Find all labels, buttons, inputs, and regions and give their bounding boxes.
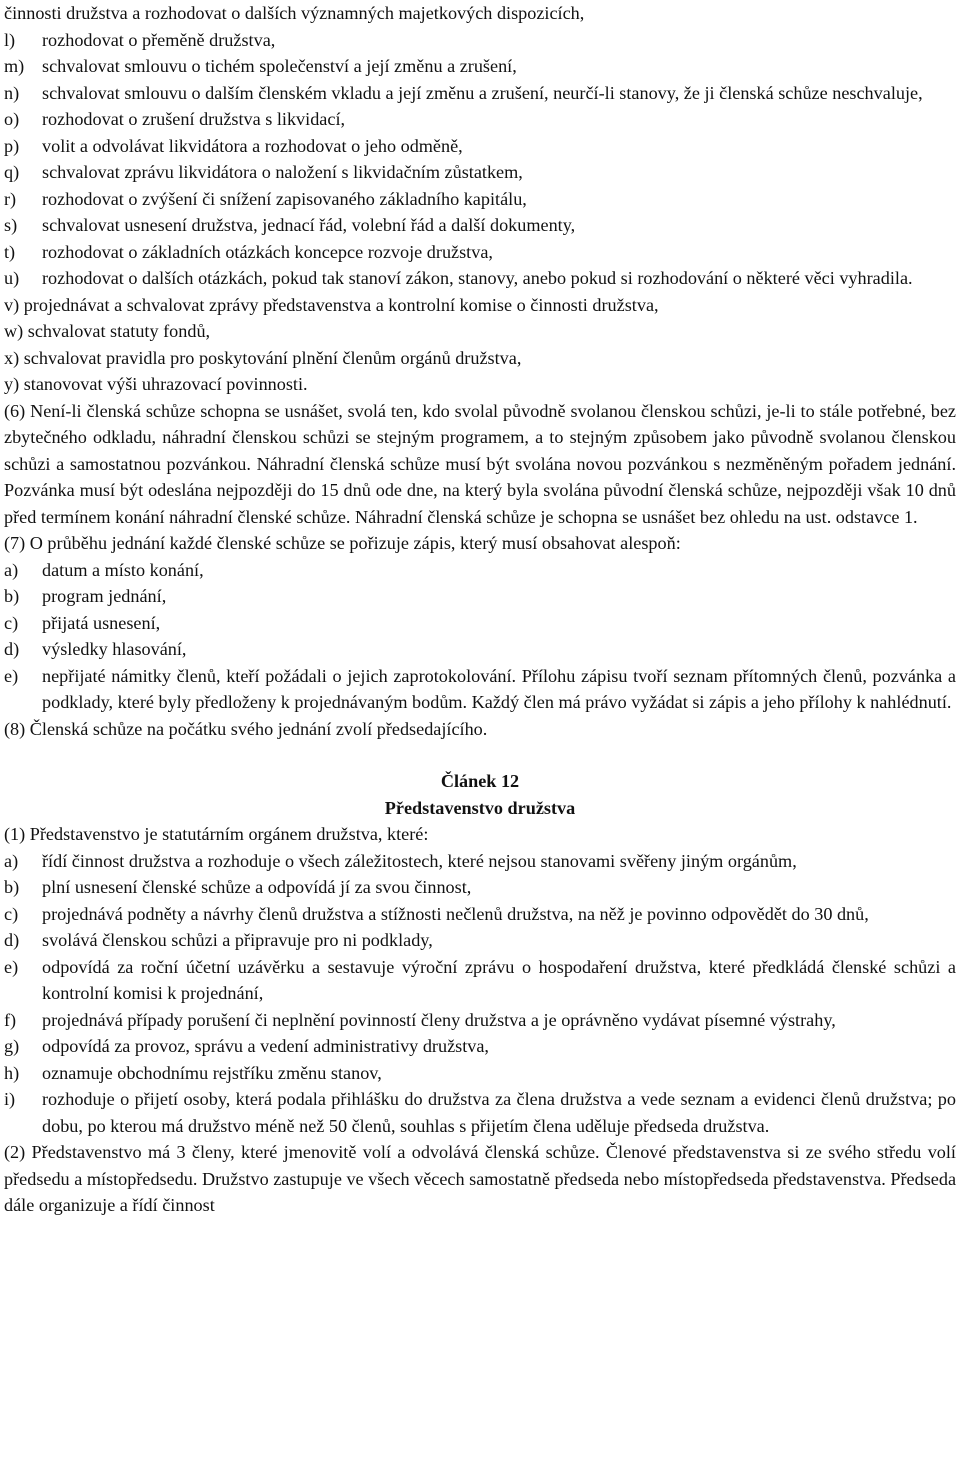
item-text: projednává podněty a návrhy členů družstva a stížnosti nečlenů družstva, na něž je povinno odpovědět do 30 dnů,: [42, 903, 869, 924]
item-label: q): [4, 162, 20, 182]
item-label: b): [4, 877, 20, 897]
item-text: přijatá usnesení,: [42, 612, 161, 633]
paragraph-8: (8) Členská schůze na počátku svého jednání zvolí předsedajícího.: [4, 718, 488, 739]
powers-list-a: [4, 27, 956, 292]
list-item: [4, 901, 956, 928]
item-label: t): [4, 241, 16, 262]
list-item: [4, 186, 956, 213]
item-label: s): [4, 215, 18, 235]
list-item: [4, 212, 956, 239]
item-label: o): [4, 109, 20, 129]
list-item: [4, 1086, 956, 1139]
list-item: w) schvalovat statuty fondů,: [4, 321, 211, 341]
list-item: [4, 53, 956, 80]
list-item: [4, 239, 956, 266]
list-item: [4, 1007, 956, 1034]
list-item: [4, 133, 956, 160]
item-text: rozhodovat o zrušení družstva s likvidací,: [42, 109, 346, 129]
item-label: c): [4, 612, 19, 633]
item-text: schvalovat zprávu likvidátora o naložení s likvidačním zůstatkem,: [42, 162, 523, 182]
item-label: h): [4, 1062, 20, 1083]
item-label: p): [4, 135, 20, 156]
item-text: nepřijaté námitky členů, kteří požádali o jejich zaprotokolování. Přílohu zápisu tvoří seznam přítomných členů, pozvánka a podklady, které byly předloženy k projednávaným bodům. Každý člen má právo vyžádat si zápis a jeho přílohy k nahlédnutí.: [42, 665, 956, 712]
item-text: rozhodovat o přeměně družstva,: [42, 29, 276, 50]
item-label: r): [4, 188, 17, 209]
item-text: volit a odvolávat likvidátora a rozhodovat o jeho odměně,: [42, 135, 463, 156]
item-text: rozhodovat o dalších otázkách, pokud tak stanoví zákon, stanovy, anebo pokud si rozhodování o některé věci vyhradila.: [42, 268, 913, 288]
item-label: g): [4, 1036, 20, 1056]
item-label: c): [4, 903, 19, 924]
item-text: schvalovat smlouvu o tichém společenství a její změnu a zrušení,: [42, 56, 517, 76]
list-item: [4, 1033, 956, 1060]
list-item: [4, 265, 956, 292]
item-text: oznamuje obchodnímu rejstříku změnu stanov,: [42, 1062, 382, 1083]
list-item: [4, 106, 956, 133]
list-item: [4, 927, 956, 954]
list-item: [4, 1060, 956, 1087]
list-item: [4, 27, 956, 54]
minutes-contents-list: [4, 557, 956, 716]
list-item: x) schvalovat pravidla pro poskytování plnění členům orgánů družstva,: [4, 347, 522, 368]
item-text: datum a místo konání,: [42, 559, 204, 580]
list-item: [4, 954, 956, 1007]
list-item: v) projednávat a schvalovat zprávy představenstva a kontrolní komise o činnosti družstva,: [4, 294, 659, 315]
article-title: Představenstvo družstva: [384, 797, 576, 818]
item-label: d): [4, 639, 20, 659]
intro-line: činnosti družstva a rozhodovat o dalších významných majetkových dispozicích,: [4, 3, 585, 23]
list-item: [4, 610, 956, 637]
list-item: [4, 557, 956, 584]
item-text: program jednání,: [42, 586, 167, 606]
item-text: rozhodovat o základních otázkách koncepce rozvoje družstva,: [42, 241, 493, 262]
item-label: u): [4, 268, 20, 288]
item-text: rozhodovat o zvýšení či snížení zapisovaného základního kapitálu,: [42, 188, 527, 209]
board-duties-list: [4, 848, 956, 1140]
list-item: [4, 874, 956, 901]
article-paragraph-1: (1) Představenstvo je statutárním orgánem družstva, které:: [4, 824, 429, 844]
list-item: y) stanovovat výši uhrazovací povinnosti.: [4, 374, 308, 394]
list-item: [4, 636, 956, 663]
item-text: schvalovat smlouvu o dalším členském vkladu a její změnu a zrušení, neurčí-li stanovy, že ji členská schůze neschvaluje,: [42, 82, 923, 103]
spacer: [4, 742, 956, 768]
item-label: e): [4, 956, 19, 977]
item-label: l): [4, 29, 16, 50]
paragraph-7: (7) O průběhu jednání každé členské schůze se pořizuje zápis, který musí obsahovat alespoň:: [4, 533, 681, 553]
item-label: a): [4, 559, 19, 580]
item-label: d): [4, 930, 20, 950]
item-label: n): [4, 82, 20, 103]
item-text: plní usnesení členské schůze a odpovídá jí za svou činnost,: [42, 877, 472, 897]
item-text: výsledky hlasování,: [42, 639, 187, 659]
item-label: m): [4, 56, 25, 76]
item-text: odpovídá za provoz, správu a vedení administrativy družstva,: [42, 1036, 489, 1056]
list-item: [4, 159, 956, 186]
item-text: svolává členskou schůzi a připravuje pro ni podklady,: [42, 930, 433, 950]
article-number: Článek 12: [440, 771, 520, 791]
item-text: projednává případy porušení či neplnění povinností členy družstva a je oprávněno vydávat písemné výstrahy,: [42, 1009, 836, 1030]
item-label: a): [4, 850, 19, 871]
article-paragraph-2: (2) Představenstvo má 3 členy, které jmenovitě volí a odvolává členská schůze. Členové představenstva si ze svého středu volí předsedu a místopředsedu. Družstvo zastupuje ve všech věcech samostatně předseda nebo místopředseda představenstva. Předseda dále organizuje a řídí činnost: [4, 1142, 957, 1215]
list-item: [4, 583, 956, 610]
paragraph-6: (6) Není-li členská schůze schopna se usnášet, svolá ten, kdo svolal původně svolanou členskou schůzi, je-li to stále potřebné, bez zbytečného odkladu, náhradní členskou schůzi se stejným programem, a to stejným způsobem jako původně svolanou členskou schůzi a samostatnou pozvánkou. Náhradní členská schůze musí být svolána novou pozvánkou s nezměněným pořadem jednání. Pozvánka musí být odeslána nejpozději do 15 dnů ode dne, na který byla svolána původní členská schůze, nejpozději však 10 dnů před termínem konání náhradní členské schůze. Náhradní členská schůze je schopna se usnášet bez ohledu na ust. odstavce 1.: [4, 400, 956, 527]
item-label: b): [4, 586, 20, 606]
item-label: f): [4, 1009, 17, 1030]
powers-list-b: [4, 292, 956, 398]
item-label: i): [4, 1089, 16, 1109]
item-label: e): [4, 665, 19, 686]
item-text: rozhoduje o přijetí osoby, která podala přihlášku do družstva za člena družstva a vede seznam a evidenci členů družstva; po dobu, po kterou má družstvo méně než 50 členů, souhlas s přijetím člena uděluje předseda družstva.: [42, 1089, 956, 1136]
item-text: odpovídá za roční účetní uzávěrku a sestavuje výroční zprávu o hospodaření družstva, které předkládá členské schůzi a kontrolní komisi k projednání,: [42, 956, 956, 1003]
item-text: řídí činnost družstva a rozhoduje o všech záležitostech, které nejsou stanovami svěřeny jiným orgánům,: [42, 850, 797, 871]
item-text: schvalovat usnesení družstva, jednací řád, volební řád a další dokumenty,: [42, 215, 576, 235]
list-item: [4, 848, 956, 875]
list-item: [4, 663, 956, 716]
list-item: [4, 80, 956, 107]
